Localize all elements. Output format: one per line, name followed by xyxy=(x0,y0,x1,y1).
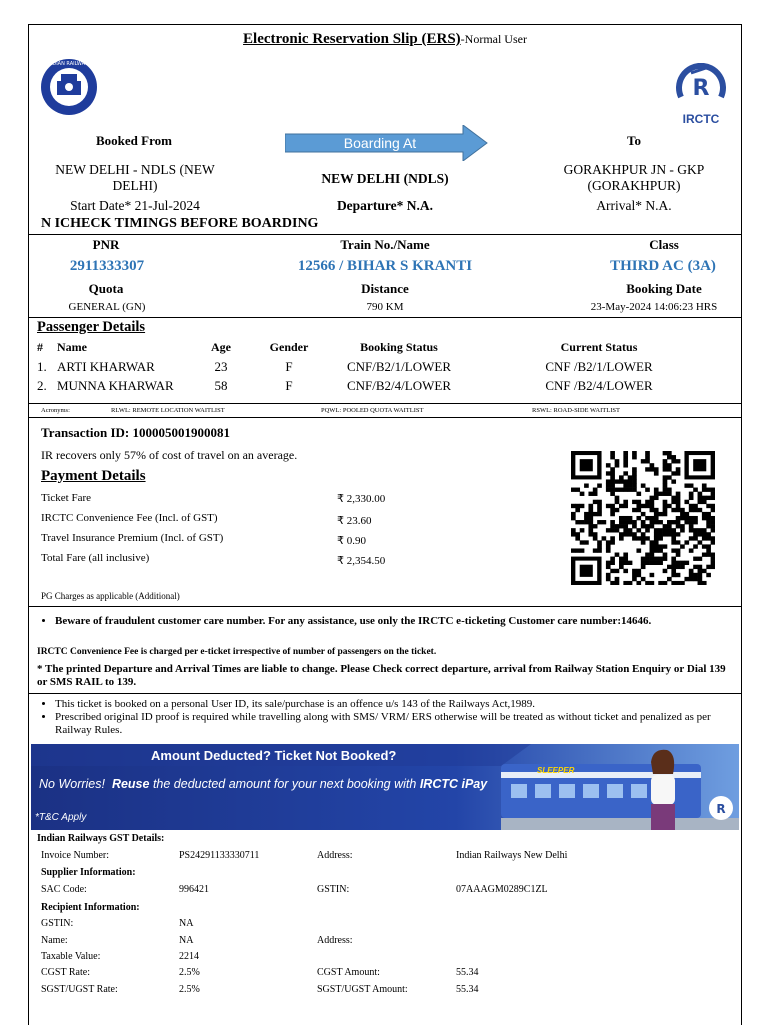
transaction-id: Transaction ID: 100005001900081 xyxy=(41,425,230,440)
fare-label: Travel Insurance Premium (Incl. of GST) xyxy=(41,532,224,544)
booked-from-label: Booked From xyxy=(96,133,172,148)
col-header-num: # xyxy=(37,340,43,354)
train-value: 12566 / BIHAR S KRANTI xyxy=(297,258,473,274)
banner-headline: Amount Deducted? Ticket Not Booked? xyxy=(151,748,397,763)
gstin-value: 07AAAGM0289C1ZL xyxy=(456,884,548,895)
supplier-title: Supplier Information: xyxy=(41,867,136,878)
sac-value: 996421 xyxy=(179,884,209,895)
recipient-address-label: Address: xyxy=(317,935,353,946)
svg-text:R: R xyxy=(716,802,726,816)
col-header-age: Age xyxy=(211,340,231,354)
acronym-pqwl: PQWL: POOLED QUOTA WAITLIST xyxy=(321,407,424,414)
divider xyxy=(29,606,741,607)
col-header-name: Name xyxy=(57,340,87,354)
document-header xyxy=(29,30,741,48)
recipient-title: Recipient Information: xyxy=(41,902,140,913)
gstin-label: GSTIN: xyxy=(317,884,350,895)
booking-date-value: 23-May-2024 14:06:23 HRS xyxy=(590,301,718,313)
quota-label: Quota xyxy=(88,281,124,296)
banner-line xyxy=(39,777,487,791)
acronyms-label: Acronyms: xyxy=(41,407,70,414)
recipient-gstin-label: GSTIN: xyxy=(41,918,74,929)
to-station: GORAKHPUR JN - GKP (GORAKHPUR) xyxy=(563,162,705,193)
taxable-label: Taxable Value: xyxy=(41,951,101,962)
pg-charges-note: PG Charges as applicable (Additional) xyxy=(41,591,180,601)
fare-label: IRCTC Convenience Fee (Incl. of GST) xyxy=(41,512,218,524)
passenger-age: 58 xyxy=(214,378,228,393)
qr-code xyxy=(571,451,715,585)
departure-time: Departure* N.A. xyxy=(336,198,434,213)
cgst-rate-label: CGST Rate: xyxy=(41,967,90,978)
fare-value: ₹ 2,354.50 xyxy=(337,555,386,567)
from-station: NEW DELHI - NDLS (NEW DELHI) xyxy=(55,162,215,193)
banner-reuse: Reuse xyxy=(111,777,150,791)
seal-text: INDIAN RAILWAYS xyxy=(47,61,91,67)
col-header-booking-status: Booking Status xyxy=(360,340,438,354)
payment-details-title: Payment Details xyxy=(41,468,146,484)
woman-illustration xyxy=(651,750,675,830)
passenger-name: MUNNA KHARWAR xyxy=(57,378,174,393)
gst-title: Indian Railways GST Details: xyxy=(37,833,165,844)
document-subtitle: -Normal User xyxy=(460,32,527,46)
divider xyxy=(29,403,741,404)
document-title: Electronic Reservation Slip (ERS) xyxy=(243,31,461,47)
recipient-name-label: Name: xyxy=(41,935,68,946)
passenger-gender: F xyxy=(285,359,293,374)
cgst-amount-label: CGST Amount: xyxy=(317,967,380,978)
svg-text:R: R xyxy=(692,76,710,101)
passenger-age: 23 xyxy=(214,359,228,374)
ir-recovers-note: IR recovers only 57% of cost of travel on an average. xyxy=(41,448,298,462)
distance-label: Distance xyxy=(361,281,409,296)
address-value: Indian Railways New Delhi xyxy=(456,850,568,861)
irctc-badge xyxy=(709,796,733,820)
fraud-warning-text: • Beware of fraudulent customer care number. For any assistance, use only the IRCTC e-ticketing Customer care number:14646. xyxy=(55,615,719,628)
distance-value: 790 KM xyxy=(366,301,404,313)
fare-value: ₹ 23.60 xyxy=(337,515,372,527)
fare-value: ₹ 2,330.00 xyxy=(337,493,386,505)
pnr-value: 2911333307 xyxy=(69,258,145,274)
banner-tc: *T&C Apply xyxy=(35,812,87,823)
irctc-logo-text: IRCTC xyxy=(682,112,720,126)
passenger-gender: F xyxy=(285,378,293,393)
banner-middle: the deducted amount for your next booking with xyxy=(152,777,417,791)
fare-label: Total Fare (all inclusive) xyxy=(41,552,150,564)
divider xyxy=(29,693,741,694)
sgst-amount-label: SGST/UGST Amount: xyxy=(317,984,408,995)
fare-value: ₹ 0.90 xyxy=(337,535,366,547)
col-header-gender: Gender xyxy=(269,340,309,354)
fraud-warning xyxy=(35,615,719,628)
passenger-current-status: CNF /B2/4/LOWER xyxy=(545,378,653,393)
personal-id-note: • This ticket is booked on a personal User ID, its sale/purchase is an offence u/s 143 of the Railways Act,1989. xyxy=(55,698,725,711)
passenger-booking-status: CNF/B2/4/LOWER xyxy=(346,378,451,393)
boarding-at-label: Boarding At xyxy=(343,135,417,151)
indian-railways-logo xyxy=(39,57,99,117)
recipient-name-value: NA xyxy=(179,935,194,946)
fare-label: Ticket Fare xyxy=(41,492,92,504)
divider xyxy=(29,234,741,235)
boarding-at-arrow xyxy=(285,125,489,161)
ers-document xyxy=(28,24,742,1025)
convenience-fee-note: IRCTC Convenience Fee is charged per e-ticket irrespective of number of passengers on the ticket. xyxy=(37,647,437,657)
passenger-booking-status: CNF/B2/1/LOWER xyxy=(346,359,451,374)
arrival-time: Arrival* N.A. xyxy=(596,198,672,213)
cgst-amount-value: 55.34 xyxy=(456,967,479,978)
pnr-label: PNR xyxy=(92,237,120,252)
banner-no-worries: No Worries! xyxy=(39,777,105,791)
class-label: Class xyxy=(649,237,679,252)
divider xyxy=(29,417,741,418)
check-timings-notice: N ICHECK TIMINGS BEFORE BOARDING xyxy=(41,216,319,231)
passenger-num: 2. xyxy=(37,378,47,393)
booking-date-label: Booking Date xyxy=(626,281,702,296)
address-label: Address: xyxy=(317,850,353,861)
legal-notes xyxy=(35,698,725,737)
train-label: Train No./Name xyxy=(340,237,430,252)
col-header-current-status: Current Status xyxy=(560,340,638,354)
passenger-name: ARTI KHARWAR xyxy=(57,359,155,374)
sgst-amount-value: 55.34 xyxy=(456,984,479,995)
ipay-banner[interactable] xyxy=(31,744,739,830)
passenger-num: 1. xyxy=(37,359,47,374)
boarding-station: NEW DELHI (NDLS) xyxy=(321,171,449,186)
quota-value: GENERAL (GN) xyxy=(68,301,146,313)
banner-brand: IRCTC iPay xyxy=(419,777,488,791)
id-proof-note: • Prescribed original ID proof is required while travelling along with SMS/ VRM/ ERS otherwise will be treated as without ticket and penalized as per Railway Rules. xyxy=(55,711,725,737)
taxable-value: 2214 xyxy=(179,951,199,962)
invoice-label: Invoice Number: xyxy=(41,850,110,861)
class-value: THIRD AC (3A) xyxy=(610,258,716,274)
acronym-rswl: RSWL: ROAD-SIDE WAITLIST xyxy=(532,407,620,414)
sac-label: SAC Code: xyxy=(41,884,87,895)
passenger-current-status: CNF /B2/1/LOWER xyxy=(545,359,653,374)
irctc-logo xyxy=(669,63,733,126)
invoice-value: PS24291133330711 xyxy=(179,850,260,861)
cgst-rate-value: 2.5% xyxy=(179,967,200,978)
sgst-rate-label: SGST/UGST Rate: xyxy=(41,984,118,995)
acronym-rlwl: RLWL: REMOTE LOCATION WAITLIST xyxy=(111,407,225,414)
divider xyxy=(29,317,741,318)
passenger-details-title: Passenger Details xyxy=(37,319,146,335)
sgst-rate-value: 2.5% xyxy=(179,984,200,995)
start-date: Start Date* 21-Jul-2024 xyxy=(70,198,200,213)
banner-coach-label: SLEEPER xyxy=(537,766,575,775)
timing-change-note: * The printed Departure and Arrival Times are liable to change. Please Check correct departure, arrival from Railway Station Enquiry or Dial 139 or SMS RAIL to 139. xyxy=(37,663,726,688)
to-label: To xyxy=(627,133,641,148)
recipient-gstin-value: NA xyxy=(179,918,194,929)
